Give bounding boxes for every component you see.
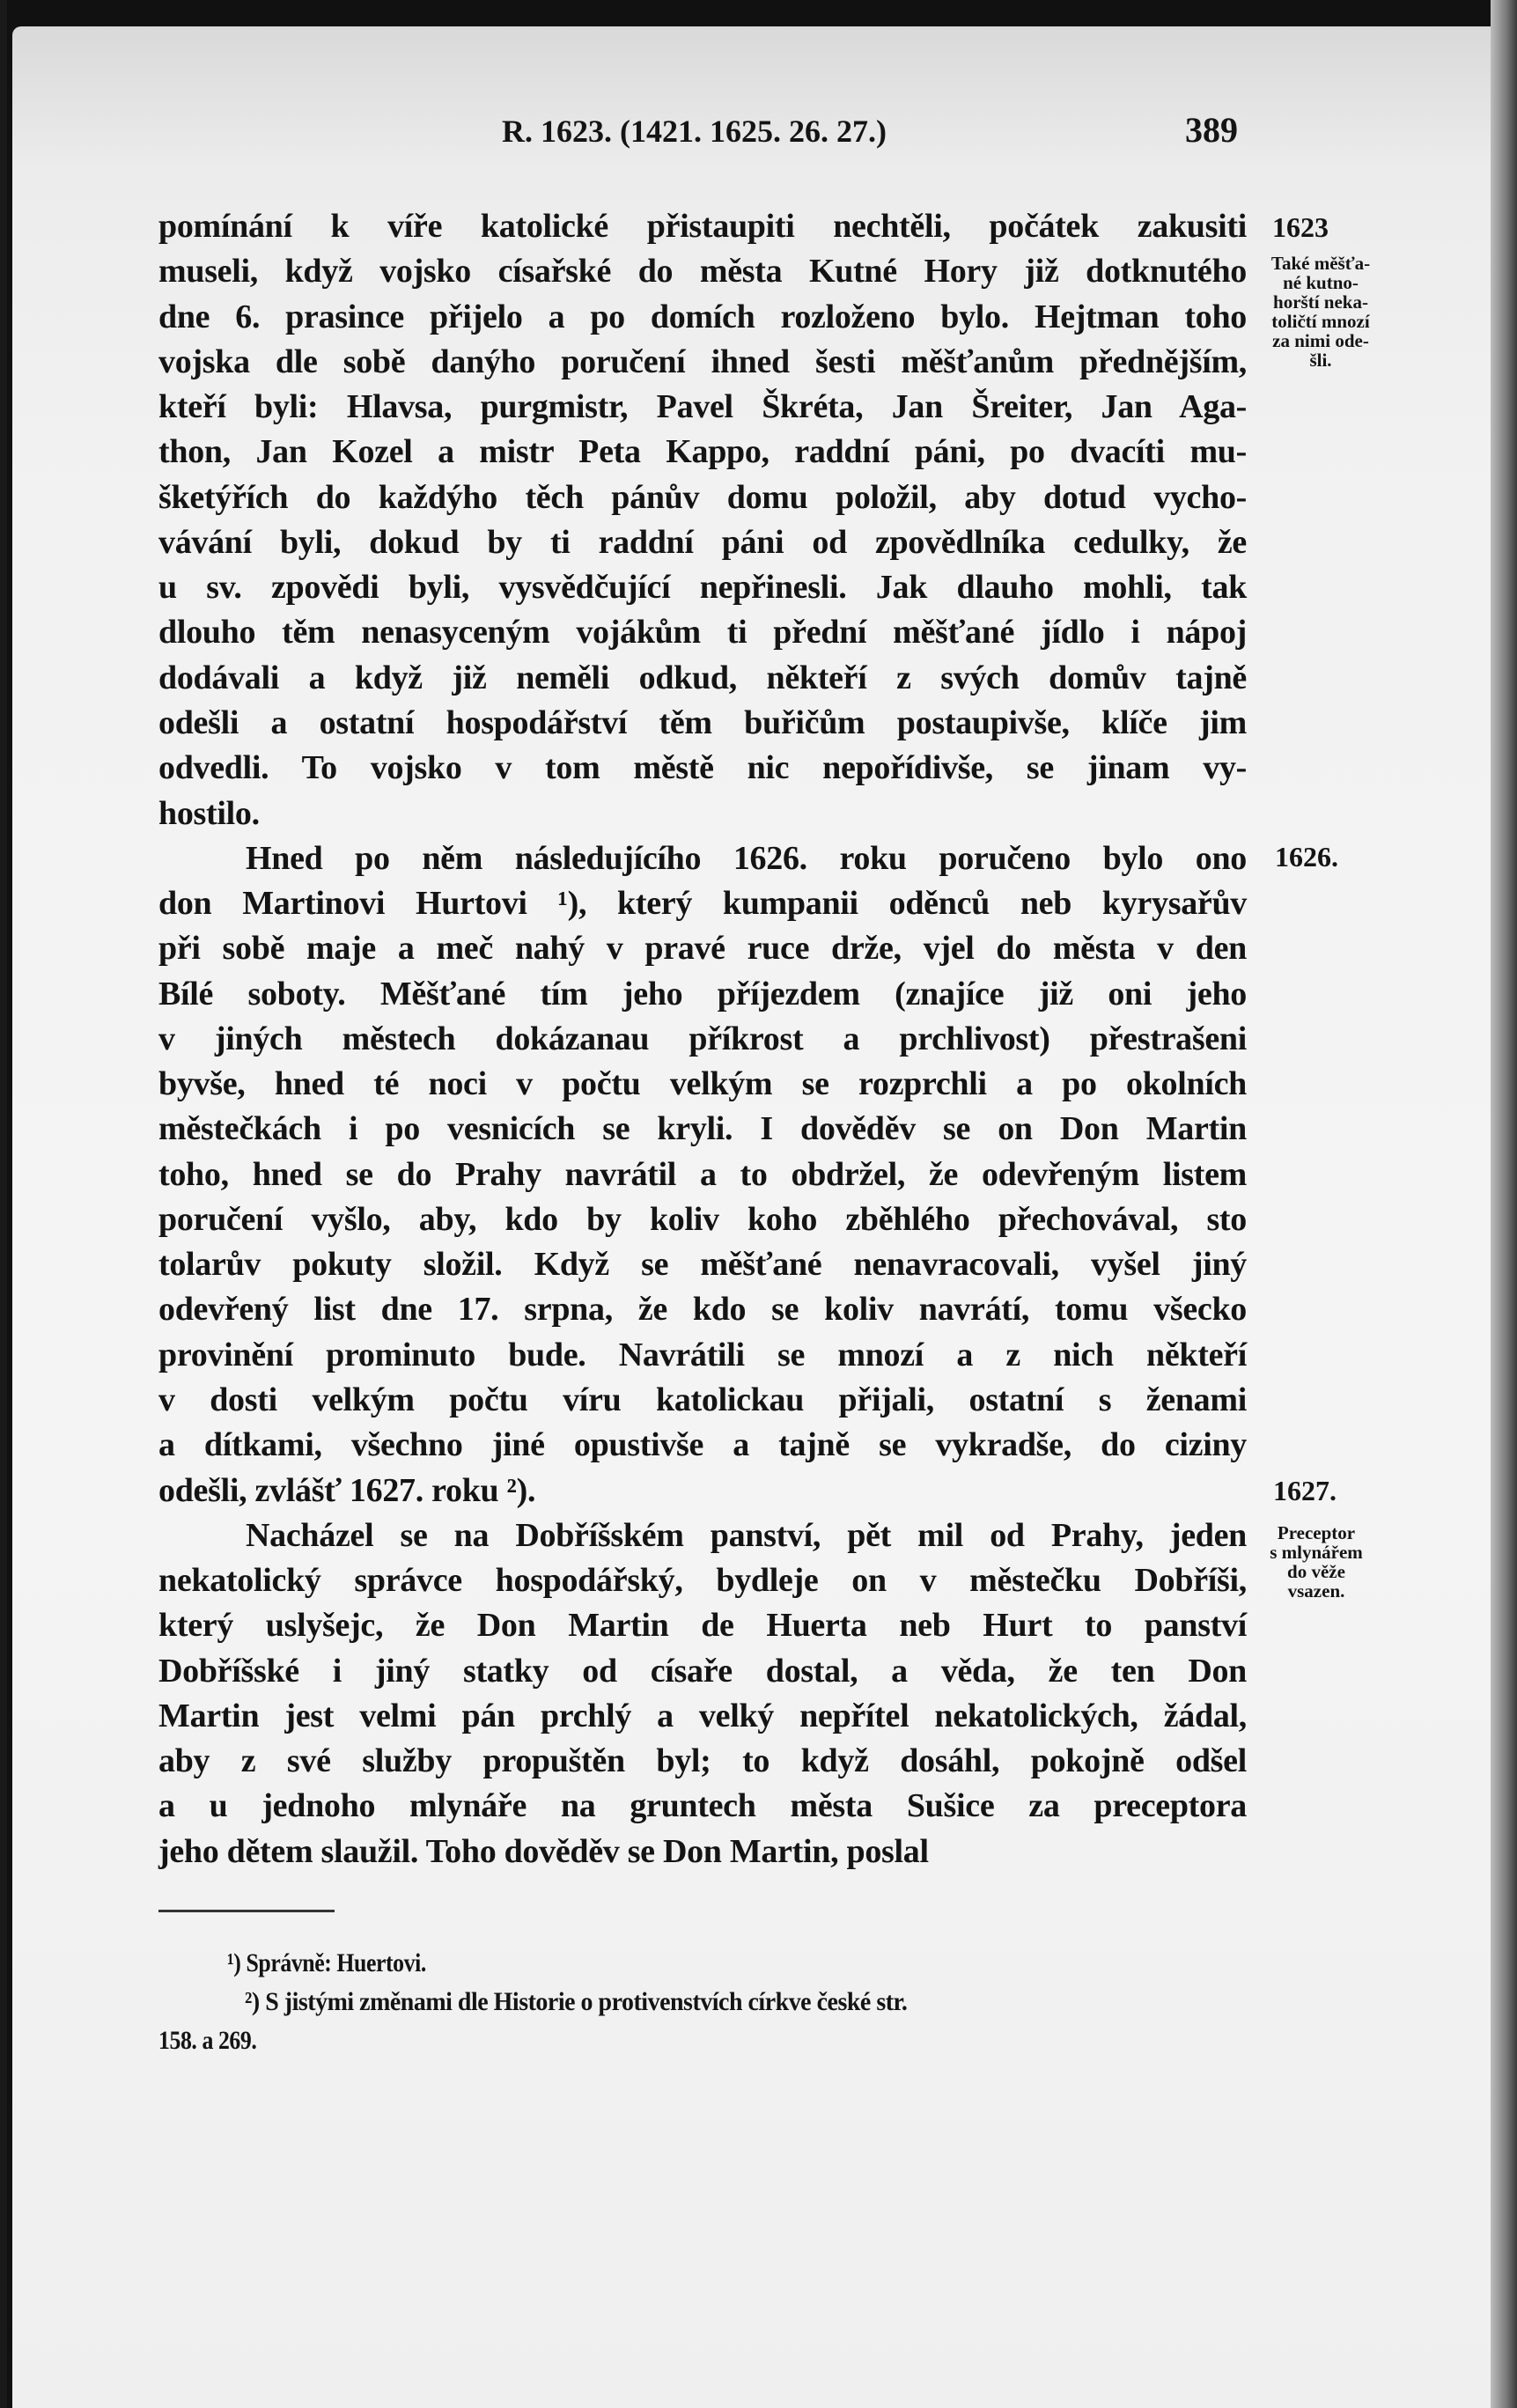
- margin-note-line: né kutno-: [1283, 272, 1359, 293]
- footnote-2: [245, 1983, 907, 2021]
- footnote-divider: [158, 1910, 335, 1912]
- margin-note-line: toličtí mnozí: [1271, 311, 1370, 332]
- text-line: Dobříšské i jiný statky od císaře dostal, a věda, že ten Don: [158, 1652, 1247, 1690]
- text-line: aby z své služby propuštěn byl; to když dosáhl, pokojně odšel: [158, 1742, 1247, 1780]
- text-line: don Martinovi Hurtovi ¹), který kumpanii oděnců neb kyrysařův: [158, 885, 1247, 923]
- text-line: a dítkami, všechno jiné opustivše a tajně se vykradše, do ciziny: [158, 1426, 1247, 1464]
- footnote-1: [227, 1944, 426, 1983]
- text-line: nekatolický správce hospodářský, bydleje on v městečku Dobříši,: [158, 1562, 1247, 1600]
- text-line: u sv. zpovědi byli, vysvědčující nepřinesli. Jak dlauho mohli, tak: [158, 569, 1247, 607]
- text-line: hostilo.: [158, 794, 260, 832]
- scan-edge-right: [1491, 0, 1517, 2408]
- margin-note-1627: [1246, 1523, 1387, 1601]
- text-line: Nacházel se na Dobříšském panství, pět mil od Prahy, jeden: [246, 1516, 1247, 1554]
- text-line: poručení vyšlo, aby, kdo by koliv koho zběhlého přechovával, sto: [158, 1200, 1247, 1238]
- text-line: provinění prominuto bude. Navrátili se mnozí a z nich někteří: [158, 1336, 1247, 1373]
- margin-note-line: do věže: [1287, 1561, 1345, 1582]
- margin-note-line: Preceptor: [1277, 1522, 1356, 1543]
- footnote-text: S jistými změnami dle Historie o protivenstvích církve české str.: [265, 1987, 908, 2016]
- text-line: který uslyšejc, že Don Martin de Huerta neb Hurt to panství: [158, 1607, 1247, 1645]
- scan-edge-left: [0, 0, 7, 2408]
- margin-note-line: šli.: [1309, 350, 1332, 371]
- page-number: 389: [1185, 110, 1238, 150]
- text-line: Bílé soboty. Měšťané tím jeho příjezdem (znajíce již oni jeho: [158, 975, 1247, 1013]
- text-line: Hned po něm následujícího 1626. roku poručeno bylo ono: [246, 839, 1247, 877]
- text-line: pomínání k víře katolické přistaupiti nechtěli, počátek zakusiti: [158, 208, 1247, 245]
- margin-note-line: za nimi ode-: [1272, 330, 1369, 351]
- text-line: odevřený list dne 17. srpna, že kdo se koliv navrátí, tomu všecko: [158, 1291, 1247, 1329]
- text-line: v jiných městech dokázanau příkrost a prchlivost) přestrašeni: [158, 1020, 1247, 1057]
- margin-note-1623: [1250, 254, 1391, 370]
- text-line: thon, Jan Kozel a mistr Peta Kappo, raddní páni, po dvacíti mu-: [158, 433, 1247, 471]
- text-line: vávání byli, dokud by ti raddní páni od zpovědlníka cedulky, že: [158, 523, 1247, 561]
- text-line: vojska dle sobě danýho poručení ihned šesti měšťanům přednějším,: [158, 342, 1247, 380]
- margin-note-line: Také měšťa-: [1270, 253, 1371, 274]
- text-line: Martin jest velmi pán prchlý a velký nepřítel nekatolických, žádal,: [158, 1697, 1247, 1734]
- text-line: městečkách i po vesnicích se kryli. I dověděv se on Don Martin: [158, 1110, 1247, 1148]
- text-line: a u jednoho mlynáře na gruntech města Sušice za preceptora: [158, 1787, 1247, 1825]
- text-line: dlouho těm nenasyceným vojákům ti přední měšťané jídlo i nápoj: [158, 614, 1247, 652]
- text-line: museli, když vojsko císařské do města Kutné Hory již dotknutého: [158, 253, 1247, 291]
- footnote-text: 158. a 269.: [158, 2026, 257, 2055]
- margin-date-1627: 1627.: [1273, 1475, 1337, 1506]
- margin-date-1623: 1623: [1272, 211, 1329, 243]
- running-title: R. 1623. (1421. 1625. 26. 27.): [502, 114, 887, 149]
- text-line: v dosti velkým počtu víru katolickau přijali, ostatní s ženami: [158, 1381, 1247, 1419]
- text-line: šketýřích do každýho těch pánův domu položil, aby dotud vycho-: [158, 478, 1247, 516]
- margin-note-line: horští neka-: [1273, 291, 1368, 313]
- text-line: při sobě maje a meč nahý v pravé ruce drže, vjel do města v den: [158, 930, 1247, 968]
- footnote-mark: ¹): [227, 1948, 241, 1977]
- text-line: dne 6. prasince přijelo a po domích rozloženo bylo. Hejtman toho: [158, 298, 1247, 335]
- text-line: tolarův pokuty složil. Když se měšťané nenavracovali, vyšel jiný: [158, 1246, 1247, 1284]
- margin-note-line: vsazen.: [1287, 1580, 1345, 1602]
- footnote-mark: ²): [245, 1987, 260, 2016]
- text-line: odešli, zvlášť 1627. roku ²).: [158, 1471, 536, 1509]
- text-line: jeho dětem slaužil. Toho dověděv se Don Martin, poslal: [158, 1832, 929, 1870]
- footnote-2-continued: [158, 2021, 256, 2060]
- text-line: toho, hned se do Prahy navrátil a to obdržel, že odevřeným listem: [158, 1155, 1247, 1193]
- text-line: byvše, hned té noci v počtu velkým se rozprchli a po okolních: [158, 1065, 1247, 1103]
- margin-date-1626: 1626.: [1275, 841, 1338, 873]
- text-line: odvedli. To vojsko v tom městě nic nepořídivše, se jinam vy-: [158, 749, 1247, 787]
- text-line: kteří byli: Hlavsa, purgmistr, Pavel Škréta, Jan Šreiter, Jan Aga-: [158, 388, 1247, 426]
- margin-note-line: s mlynářem: [1270, 1542, 1363, 1563]
- text-line: odešli a ostatní hospodářství těm buřičům postaupivše, klíče jim: [158, 703, 1247, 741]
- footnote-text: Správně: Huertovi.: [246, 1948, 426, 1977]
- text-line: dodávali a když již neměli odkud, někteří z svých domův tajně: [158, 659, 1247, 696]
